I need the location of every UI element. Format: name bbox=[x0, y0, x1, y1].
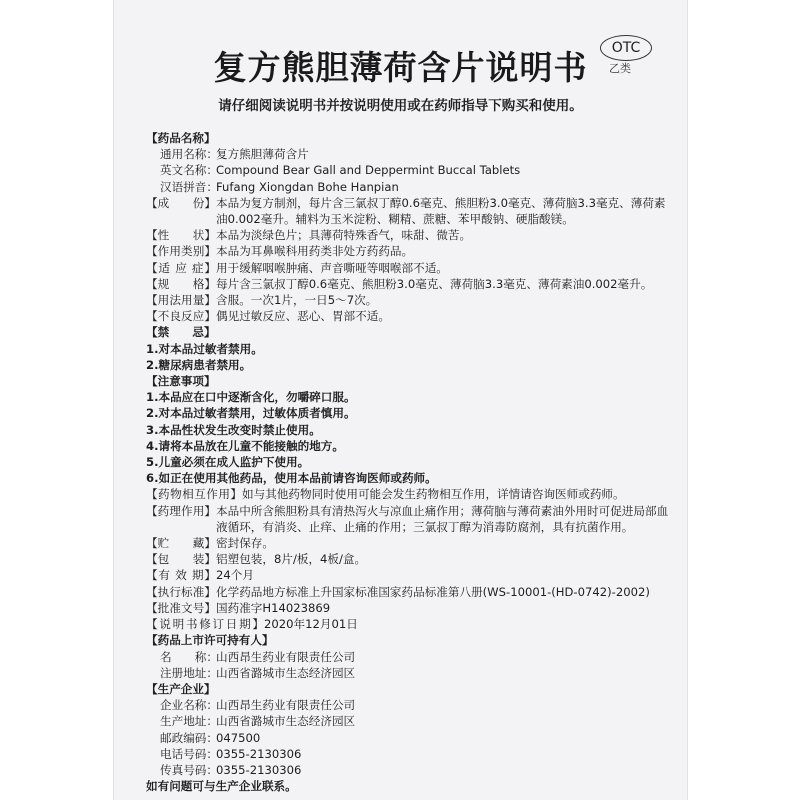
mfr-name-row bbox=[146, 697, 672, 713]
usage-advice: 请仔细阅读说明书并按说明使用或在药师指导下购买和使用。 bbox=[218, 98, 583, 114]
english-name-label: 英文名称： bbox=[160, 163, 218, 178]
mfr-addr-value: 山西省潞城市生态经济园区 bbox=[216, 714, 356, 729]
pharmacology-label: 【药理作用】 bbox=[146, 503, 216, 518]
pharmacology-value: 本品中所含熊胆粉具有清热泻火与凉血止痛作用；薄荷脑与薄荷素油外用时可促进局部血液循环，有消炎、止痒、止痛的作用；三氯叔丁醇为消毒防腐剂，具有抗菌作用。 bbox=[216, 503, 669, 534]
common-name-row bbox=[146, 146, 672, 162]
revision-row bbox=[146, 616, 672, 632]
package-label: 【包 装】 bbox=[146, 552, 216, 567]
interaction-row bbox=[146, 486, 672, 502]
validity-label: 【有 效 期】 bbox=[146, 568, 216, 583]
common-name-label: 通用名称： bbox=[160, 147, 218, 162]
indications-value: 用于缓解咽喉肿痛、声音嘶哑等咽喉部不适。 bbox=[216, 260, 448, 275]
mfr-name-value: 山西昂生药业有限责任公司 bbox=[216, 698, 356, 713]
indications-label: 【适 应 症】 bbox=[146, 260, 216, 275]
precaution-item: 4.请将本品放在儿童不能接触的地方。 bbox=[146, 438, 344, 453]
otc-badge: OTC bbox=[600, 35, 652, 61]
dosage-label: 【用法用量】 bbox=[146, 293, 216, 308]
ingredients-label: 【成 份】 bbox=[146, 195, 216, 210]
pinyin-label: 汉语拼音： bbox=[160, 179, 218, 194]
approval-value: 国药准字H14023869 bbox=[216, 600, 331, 615]
interaction-value: 如与其他药物同时使用可能会发生药物相互作用，详情请咨询医师或药师。 bbox=[242, 487, 625, 502]
holder-header: 【药品上市许可持有人】 bbox=[146, 633, 274, 648]
precaution-item: 5.儿童必须在成人监护下使用。 bbox=[146, 455, 310, 470]
standard-value: 化学药品地方标准上升国家标准国家药品标准第八册(WS-10001-(HD-0742)-2002) bbox=[216, 584, 650, 599]
category-label: 【作用类别】 bbox=[146, 244, 216, 259]
precaution-item: 1.本品应在口中逐渐含化，勿嚼碎口服。 bbox=[146, 390, 356, 405]
adverse-value: 偶见过敏反应、恶心、胃部不适。 bbox=[216, 309, 390, 324]
package-value: 铝塑包装，8片/板，4板/盒。 bbox=[216, 552, 367, 567]
pinyin-row bbox=[146, 179, 672, 195]
mfr-fax-label: 传真号码： bbox=[160, 762, 218, 777]
spec-value: 每片含三氯叔丁醇0.6毫克、熊胆粉3.0毫克、薄荷脑3.3毫克、薄荷素油0.002毫升。 bbox=[216, 276, 653, 291]
contraindication-item: 2.糖尿病患者禁用。 bbox=[146, 357, 252, 372]
storage-row bbox=[146, 535, 672, 551]
dosage-value: 含服。一次1片，一日5～7次。 bbox=[216, 293, 378, 308]
standard-label: 【执行标准】 bbox=[146, 584, 216, 599]
holder-name-value: 山西昂生药业有限责任公司 bbox=[216, 649, 356, 664]
adverse-label: 【不良反应】 bbox=[146, 309, 216, 324]
mfr-addr-label: 生产地址： bbox=[160, 714, 218, 729]
dosage-row bbox=[146, 292, 672, 308]
validity-value: 24个月 bbox=[216, 568, 254, 583]
mfr-name-label: 企业名称： bbox=[160, 698, 218, 713]
contraindications-header: 【禁 忌】 bbox=[146, 325, 216, 340]
mfr-zip-label: 邮政编码： bbox=[160, 730, 218, 745]
interaction-label: 【药物相互作用】 bbox=[146, 487, 242, 502]
ingredients-value: 本品为复方制剂，每片含三氯叔丁醇0.6毫克、熊胆粉3.0毫克、薄荷脑3.3毫克、薄荷素油0.002毫升。辅料为玉米淀粉、糊精、蔗糖、苯甲酸钠、硬脂酸镁。 bbox=[216, 195, 666, 227]
otc-class-label: 乙类 bbox=[609, 62, 631, 75]
properties-value: 本品为淡绿色片；具薄荷特殊香气，味甜、微苦。 bbox=[216, 228, 472, 243]
validity-row bbox=[146, 567, 672, 583]
spec-row bbox=[146, 276, 672, 292]
english-name-value: Compound Bear Gall and Deppermint Buccal Tablets bbox=[216, 163, 521, 178]
leaflet-title: 复方熊胆薄荷含片说明书 bbox=[213, 48, 588, 87]
precaution-item: 3.本品性状发生改变时禁止使用。 bbox=[146, 422, 321, 437]
mfr-tel-row bbox=[146, 746, 672, 762]
revision-label: 【说明书修订日期】 bbox=[146, 617, 264, 632]
pharmacology-row bbox=[146, 503, 672, 535]
english-name-row bbox=[146, 162, 672, 178]
manufacturer-header: 【生产企业】 bbox=[146, 681, 216, 696]
holder-name-label: 名 称： bbox=[160, 649, 218, 664]
precaution-item: 2.对本品过敏者禁用，过敏体质者慎用。 bbox=[146, 406, 356, 421]
storage-value: 密封保存。 bbox=[216, 536, 274, 551]
adverse-row bbox=[146, 308, 672, 324]
properties-label: 【性 状】 bbox=[146, 228, 216, 243]
category-value: 本品为耳鼻喉科用药类非处方药药品。 bbox=[216, 244, 414, 259]
ingredients-row bbox=[146, 195, 672, 227]
pinyin-value: Fufang Xiongdan Bohe Hanpian bbox=[216, 179, 399, 194]
mfr-fax-value: 0355-2130306 bbox=[216, 762, 302, 777]
contraindication-item: 1.对本品过敏者禁用。 bbox=[146, 341, 263, 356]
holder-addr-value: 山西省潞城市生态经济园区 bbox=[216, 665, 356, 680]
approval-row bbox=[146, 600, 672, 616]
holder-addr-label: 注册地址： bbox=[160, 665, 218, 680]
revision-value: 2020年12月01日 bbox=[264, 617, 358, 632]
indications-row bbox=[146, 260, 672, 276]
mfr-zip-row bbox=[146, 730, 672, 746]
leaflet-sheet bbox=[113, 0, 688, 800]
mfr-tel-value: 0355-2130306 bbox=[216, 746, 302, 761]
precautions-header: 【注意事项】 bbox=[146, 374, 216, 389]
properties-row bbox=[146, 227, 672, 243]
precaution-item: 6.如正在使用其他药品，使用本品前请咨询医师或药师。 bbox=[146, 471, 437, 486]
spec-label: 【规 格】 bbox=[146, 276, 216, 291]
mfr-addr-row bbox=[146, 713, 672, 729]
category-row bbox=[146, 243, 672, 259]
approval-label: 【批准文号】 bbox=[146, 600, 216, 615]
package-row bbox=[146, 551, 672, 567]
standard-row bbox=[146, 584, 672, 600]
contact-note: 如有问题可与生产企业联系。 bbox=[146, 779, 297, 794]
section-drug-name-header: 【药品名称】 bbox=[146, 131, 216, 145]
holder-addr-row bbox=[146, 665, 672, 681]
storage-label: 【贮 藏】 bbox=[146, 536, 216, 551]
leaflet-body bbox=[146, 130, 672, 794]
mfr-tel-label: 电话号码： bbox=[160, 746, 218, 761]
common-name-value: 复方熊胆薄荷含片 bbox=[216, 147, 309, 162]
holder-name-row bbox=[146, 649, 672, 665]
mfr-fax-row bbox=[146, 762, 672, 778]
mfr-zip-value: 047500 bbox=[216, 730, 261, 745]
